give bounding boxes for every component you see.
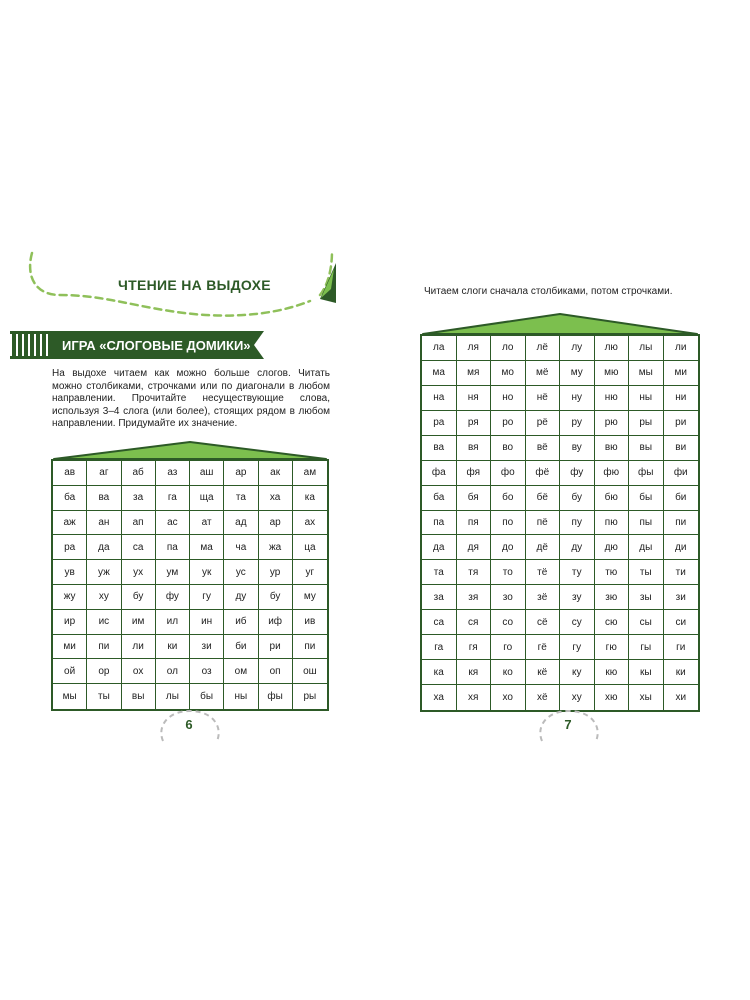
right-syllable-cell: хо: [491, 685, 526, 710]
left-syllable-cell: за: [122, 486, 156, 511]
right-syllable-cell: си: [664, 610, 699, 635]
banner-tail: [254, 331, 264, 359]
right-syllable-cell: рё: [526, 411, 561, 436]
left-syllable-cell: ка: [293, 486, 327, 511]
right-syllable-cell: пю: [595, 511, 630, 536]
right-syllable-cell: фу: [560, 461, 595, 486]
right-syllable-cell: гю: [595, 635, 630, 660]
right-syllable-cell: тё: [526, 560, 561, 585]
chapter-title: ЧТЕНИЕ НА ВЫДОХЕ: [118, 277, 271, 293]
right-syllable-cell: то: [491, 560, 526, 585]
left-syllable-cell: ры: [303, 691, 317, 703]
right-syllable-cell: ры: [629, 411, 664, 436]
left-syllable-cell: ас: [156, 511, 190, 536]
game-title: ИГРА «СЛОГОВЫЕ ДОМИКИ»: [62, 337, 251, 353]
left-syllable-cell: уг: [293, 560, 327, 585]
right-syllable-cell: гё: [526, 635, 561, 660]
left-syllable-cell: вы: [122, 684, 156, 709]
left-syllable-cell: ой: [53, 659, 87, 684]
right-syllable-cell: ми: [664, 361, 699, 386]
left-syllable-cell: га: [156, 486, 190, 511]
right-syllable-cell: лю: [595, 336, 630, 361]
right-syllable-cell: пи: [664, 511, 699, 536]
left-syllable-cell: пи: [87, 635, 121, 660]
left-syllable-cell: фы: [259, 684, 293, 709]
left-syllable-cell: ли: [122, 635, 156, 660]
right-syllable-cell: мё: [526, 361, 561, 386]
right-syllable-cell: гы: [629, 635, 664, 660]
right-syllable-cell: дю: [595, 535, 630, 560]
right-syllable-cell: хы: [629, 685, 664, 710]
right-syllable-cell: зо: [491, 585, 526, 610]
right-syllable-cell: ты: [629, 560, 664, 585]
left-syllable-cell: бу: [259, 585, 293, 610]
right-syllable-cell: са: [422, 610, 457, 635]
left-syllable-cell: фу: [156, 585, 190, 610]
left-syllable-cell: ув: [53, 560, 87, 585]
left-syllable-cell: аб: [122, 461, 156, 486]
left-syllable-cell: оп: [259, 659, 293, 684]
right-syllable-cell: зы: [629, 585, 664, 610]
right-syllable-cell: тя: [457, 560, 492, 585]
right-syllable-cell: хё: [526, 685, 561, 710]
right-syllable-cell: лу: [560, 336, 595, 361]
left-syllable-cell: жа: [259, 535, 293, 560]
left-syllable-cell: ча: [224, 535, 258, 560]
left-syllable-cell: ах: [293, 511, 327, 536]
left-syllable-cell: ар: [259, 511, 293, 536]
right-syllable-cell: пё: [526, 511, 561, 536]
left-syllable-grid: [51, 459, 329, 711]
right-syllable-cell: дя: [457, 535, 492, 560]
left-syllable-cell: ху: [87, 585, 121, 610]
right-syllable-cell: ва: [422, 436, 457, 461]
left-syllable-cell: би: [224, 635, 258, 660]
left-syllable-cell: ур: [259, 560, 293, 585]
left-syllable-cell: бу: [122, 585, 156, 610]
left-syllable-cell: ир: [53, 610, 87, 635]
right-syllable-cell: да: [422, 535, 457, 560]
right-syllable-cell: гу: [560, 635, 595, 660]
right-syllable-cell: мю: [595, 361, 630, 386]
right-syllable-cell: дё: [526, 535, 561, 560]
right-syllable-cell: кю: [595, 660, 630, 685]
right-syllable-cell: бу: [560, 486, 595, 511]
left-syllable-cell: ош: [293, 659, 327, 684]
left-syllable-cell: ны: [224, 684, 258, 709]
right-syllable-cell: та: [422, 560, 457, 585]
right-syllable-cell: ло: [491, 336, 526, 361]
right-syllable-cell: ти: [664, 560, 699, 585]
right-syllable-cell: гя: [457, 635, 492, 660]
left-syllable-cell: ус: [224, 560, 258, 585]
right-syllable-cell: ту: [560, 560, 595, 585]
left-syllable-cell: ар: [224, 461, 258, 486]
right-syllable-cell: хи: [675, 692, 687, 704]
right-syllable-cell: ху: [560, 685, 595, 710]
left-syllable-cell: жу: [53, 585, 87, 610]
right-syllable-cell: ну: [560, 386, 595, 411]
right-syllable-cell: ла: [422, 336, 457, 361]
right-syllable-cell: лы: [629, 336, 664, 361]
right-house-roof: [420, 312, 700, 336]
right-syllable-cell: мы: [629, 361, 664, 386]
left-syllable-cell: аж: [53, 511, 87, 536]
right-syllable-cell: бы: [629, 486, 664, 511]
left-syllable-cell: аз: [156, 461, 190, 486]
right-syllable-cell: ха: [422, 685, 457, 710]
left-syllable-cell: ан: [87, 511, 121, 536]
right-syllable-cell: вё: [526, 436, 561, 461]
left-syllable-cell: ил: [156, 610, 190, 635]
right-syllable-cell: ку: [560, 660, 595, 685]
right-syllable-cell: ко: [491, 660, 526, 685]
right-syllable-cell: бю: [595, 486, 630, 511]
right-syllable-cell: вя: [457, 436, 492, 461]
right-syllable-cell: па: [422, 511, 457, 536]
right-syllable-cell: ро: [491, 411, 526, 436]
right-syllable-cell: сы: [629, 610, 664, 635]
left-syllable-cell: зи: [190, 635, 224, 660]
right-syllable-cell: со: [491, 610, 526, 635]
left-syllable-cell: ад: [224, 511, 258, 536]
left-syllable-cell: ак: [259, 461, 293, 486]
right-syllable-cell: вы: [629, 436, 664, 461]
left-syllable-cell: ин: [190, 610, 224, 635]
left-syllable-cell: ду: [224, 585, 258, 610]
left-syllable-cell: лы: [156, 684, 190, 709]
left-syllable-cell: ат: [190, 511, 224, 536]
right-syllable-cell: зя: [457, 585, 492, 610]
right-syllable-cell: зу: [560, 585, 595, 610]
right-syllable-cell: фё: [526, 461, 561, 486]
left-syllable-cell: ом: [224, 659, 258, 684]
right-syllable-cell: ка: [422, 660, 457, 685]
right-page-caption: Читаем слоги сначала столбиками, потом строчками.: [424, 286, 673, 297]
right-syllable-cell: ны: [629, 386, 664, 411]
right-syllable-cell: фю: [595, 461, 630, 486]
left-syllable-cell: да: [87, 535, 121, 560]
left-syllable-cell: ра: [53, 535, 87, 560]
right-syllable-cell: лё: [526, 336, 561, 361]
left-house-roof: [51, 440, 329, 461]
right-syllable-cell: тю: [595, 560, 630, 585]
right-syllable-cell: фи: [664, 461, 699, 486]
right-syllable-cell: кя: [457, 660, 492, 685]
right-syllable-cell: ся: [457, 610, 492, 635]
left-syllable-cell: оз: [190, 659, 224, 684]
page-number-left: 6: [185, 717, 193, 732]
right-syllable-cell: ли: [664, 336, 699, 361]
right-syllable-cell: кё: [526, 660, 561, 685]
right-syllable-cell: га: [422, 635, 457, 660]
right-syllable-cell: бё: [526, 486, 561, 511]
left-syllable-cell: ум: [156, 560, 190, 585]
right-syllable-cell: ря: [457, 411, 492, 436]
right-syllable-cell: сё: [526, 610, 561, 635]
left-syllable-cell: ми: [53, 635, 87, 660]
right-syllable-cell: зё: [526, 585, 561, 610]
right-syllable-cell: ма: [422, 361, 457, 386]
right-syllable-cell: сю: [595, 610, 630, 635]
right-syllable-cell: нё: [526, 386, 561, 411]
right-syllable-cell: вю: [595, 436, 630, 461]
right-syllable-cell: го: [491, 635, 526, 660]
left-syllable-cell: аг: [87, 461, 121, 486]
right-syllable-cell: ву: [560, 436, 595, 461]
banner-stripes: [10, 331, 50, 359]
right-syllable-cell: ду: [560, 535, 595, 560]
left-syllable-cell: па: [156, 535, 190, 560]
left-syllable-cell: иб: [224, 610, 258, 635]
left-syllable-cell: ма: [190, 535, 224, 560]
right-syllable-cell: зи: [664, 585, 699, 610]
right-syllable-cell: фы: [629, 461, 664, 486]
right-syllable-cell: фа: [422, 461, 457, 486]
left-syllable-cell: ри: [259, 635, 293, 660]
left-syllable-cell: ор: [87, 659, 121, 684]
left-syllable-cell: ца: [293, 535, 327, 560]
right-syllable-cell: ги: [664, 635, 699, 660]
right-syllable-cell: по: [491, 511, 526, 536]
right-syllable-cell: ри: [664, 411, 699, 436]
right-syllable-cell: ки: [664, 660, 699, 685]
right-syllable-cell: пы: [629, 511, 664, 536]
right-syllable-cell: би: [664, 486, 699, 511]
right-syllable-cell: ра: [422, 411, 457, 436]
left-syllable-cell: мы: [53, 684, 87, 709]
left-syllable-cell: уж: [87, 560, 121, 585]
instruction-text: На выдохе читаем как можно больше слогов. Читать можно столбиками, строчками или по диагонали в любом направлении. Прочитайте несуществующие слова, используя 3–4 слога (или более), стоящих рядом в любом направлении. Придумайте их значение.: [52, 368, 330, 429]
right-syllable-cell: су: [560, 610, 595, 635]
left-syllable-cell: ап: [122, 511, 156, 536]
left-syllable-cell: му: [293, 585, 327, 610]
left-syllable-cell: ив: [293, 610, 327, 635]
right-syllable-cell: ни: [664, 386, 699, 411]
right-syllable-cell: кы: [629, 660, 664, 685]
left-syllable-cell: ба: [53, 486, 87, 511]
left-syllable-cell: ща: [190, 486, 224, 511]
left-syllable-cell: ух: [122, 560, 156, 585]
right-syllable-cell: фя: [457, 461, 492, 486]
right-syllable-cell: ви: [664, 436, 699, 461]
right-syllable-cell: во: [491, 436, 526, 461]
left-syllable-cell: та: [224, 486, 258, 511]
right-syllable-cell: ру: [560, 411, 595, 436]
right-syllable-cell: зю: [595, 585, 630, 610]
right-syllable-cell: до: [491, 535, 526, 560]
right-syllable-cell: мо: [491, 361, 526, 386]
right-syllable-cell: ды: [629, 535, 664, 560]
left-syllable-cell: гу: [190, 585, 224, 610]
right-syllable-cell: но: [491, 386, 526, 411]
left-syllable-cell: ук: [190, 560, 224, 585]
right-syllable-cell: хю: [595, 685, 630, 710]
page-number-right: 7: [564, 717, 572, 732]
right-syllable-cell: ди: [664, 535, 699, 560]
left-syllable-cell: ав: [53, 461, 87, 486]
left-syllable-cell: бы: [190, 684, 224, 709]
right-syllable-cell: ню: [595, 386, 630, 411]
right-syllable-cell: бя: [457, 486, 492, 511]
left-syllable-cell: ох: [122, 659, 156, 684]
right-syllable-cell: му: [560, 361, 595, 386]
left-syllable-cell: ва: [87, 486, 121, 511]
right-syllable-cell: фо: [491, 461, 526, 486]
right-syllable-cell: ля: [457, 336, 492, 361]
right-syllable-cell: ба: [422, 486, 457, 511]
right-syllable-cell: за: [422, 585, 457, 610]
right-syllable-grid: [420, 334, 700, 712]
left-syllable-cell: ки: [156, 635, 190, 660]
left-syllable-cell: аш: [190, 461, 224, 486]
game-title-banner: [10, 331, 254, 359]
left-syllable-cell: ис: [87, 610, 121, 635]
left-syllable-cell: ам: [293, 461, 327, 486]
right-syllable-cell: на: [422, 386, 457, 411]
left-syllable-cell: са: [122, 535, 156, 560]
right-syllable-cell: ня: [457, 386, 492, 411]
right-syllable-cell: рю: [595, 411, 630, 436]
right-syllable-cell: хя: [457, 685, 492, 710]
right-syllable-cell: бо: [491, 486, 526, 511]
left-syllable-cell: пи: [293, 635, 327, 660]
right-syllable-cell: пу: [560, 511, 595, 536]
left-syllable-cell: иф: [259, 610, 293, 635]
right-syllable-cell: мя: [457, 361, 492, 386]
left-syllable-cell: ты: [87, 684, 121, 709]
left-syllable-cell: им: [122, 610, 156, 635]
right-syllable-cell: пя: [457, 511, 492, 536]
left-syllable-cell: ол: [156, 659, 190, 684]
left-syllable-cell: ха: [259, 486, 293, 511]
